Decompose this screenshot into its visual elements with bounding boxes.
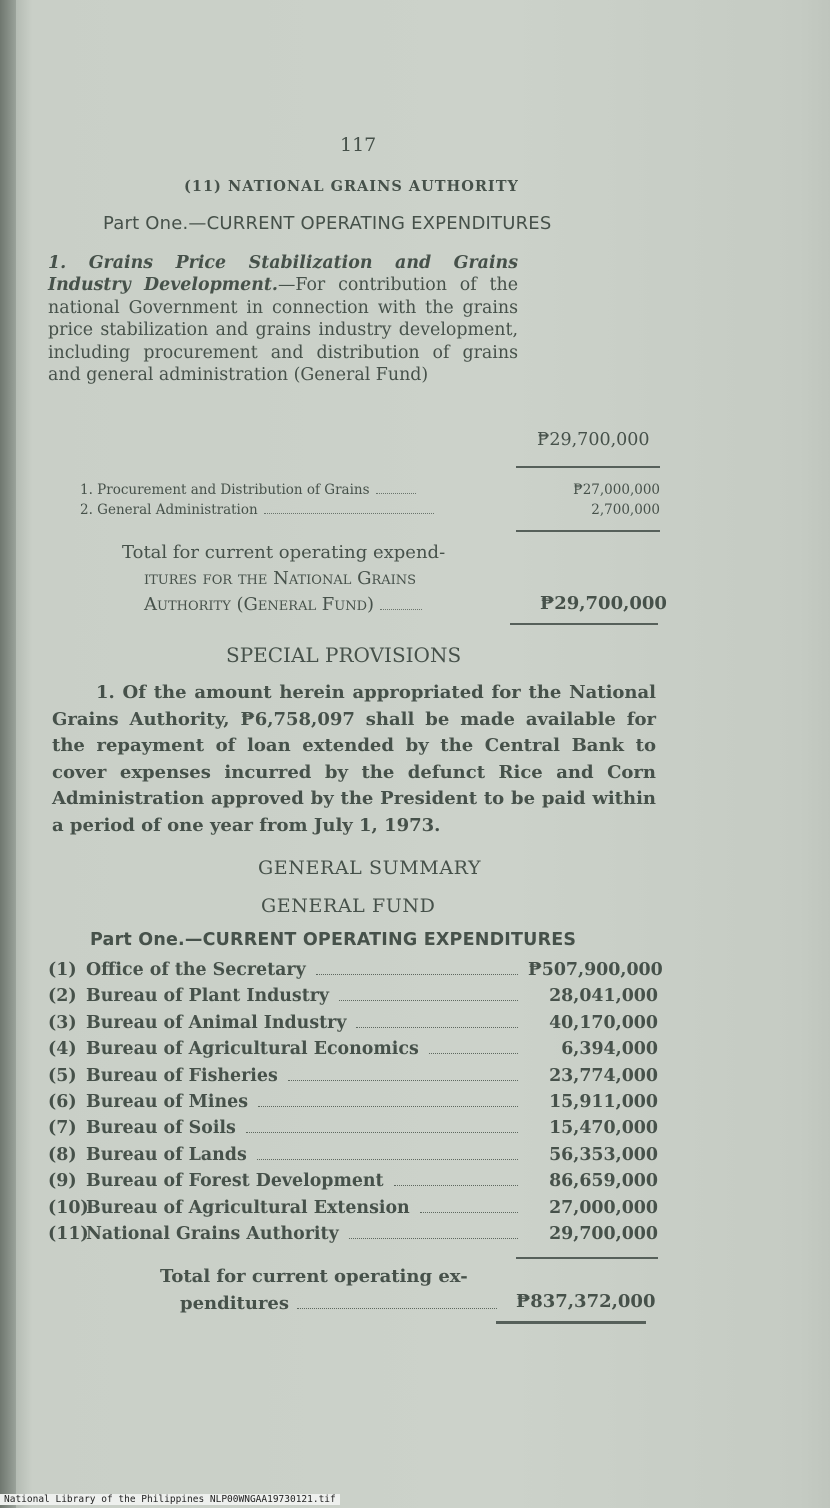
summary-row: (5) Bureau of Fisheries 23,774,000 [48, 1065, 658, 1086]
summary-row: (11) National Grains Authority 29,700,000 [48, 1223, 658, 1244]
summary-row: (8) Bureau of Lands 56,353,000 [48, 1144, 658, 1165]
book-spine-shadow [0, 0, 16, 1508]
rule [516, 1257, 658, 1259]
summary-row: (6) Bureau of Mines 15,911,000 [48, 1091, 658, 1112]
total-summary-amount: ₱837,372,000 [516, 1291, 656, 1312]
double-rule [510, 623, 658, 625]
summary-row: (7) Bureau of Soils 15,470,000 [48, 1118, 658, 1139]
summary-row: (2) Bureau of Plant Industry 28,041,000 [48, 986, 658, 1007]
item1-body: —For contribution of the national Government in connection with the grains price stabilization and grains industry development, including procurement and distribution of grains and general administration (General Fund) [48, 275, 518, 386]
subitem-amount: ₱27,000,000 [573, 482, 660, 498]
item1-title: 1. Grains Price Stabilization and Grains Industry Development. [48, 253, 518, 296]
subitem-row [80, 502, 434, 518]
general-fund-heading: GENERAL FUND [261, 895, 436, 917]
part-one-heading: Part One.—CURRENT OPERATING EXPENDITURES [103, 213, 552, 234]
special-provisions-text: 1. Of the amount herein appropriated for the National Grains Authority, ₱6,758,097 shall be made available for the repayment of loan extended by the Central Bank to cover expenses incurred by the defunct Rice and Corn Administration approved by the President to be paid within a period of one year from July 1, 1973. [52, 682, 656, 836]
subitem-amount: 2,700,000 [591, 502, 660, 518]
summary-row: (3) Bureau of Animal Industry 40,170,000 [48, 1012, 658, 1033]
footer-caption: National Library of the Philippines NLP00WNGAA19730121.tif [0, 1494, 340, 1505]
summary-list [48, 960, 663, 1250]
subitem-label: 1. Procurement and Distribution of Grains [80, 482, 370, 498]
summary-row: (9) Bureau of Forest Development 86,659,000 [48, 1171, 658, 1192]
page-number: 117 [340, 134, 377, 156]
total-nga-amount: ₱29,700,000 [540, 593, 667, 614]
general-summary-heading: GENERAL SUMMARY [258, 857, 482, 879]
section-heading: (11) NATIONAL GRAINS AUTHORITY [184, 178, 519, 195]
item1-paragraph [48, 252, 518, 386]
rule [516, 530, 660, 532]
total-summary-label: Total for current operating ex- penditures [160, 1263, 497, 1317]
special-provisions-heading: SPECIAL PROVISIONS [226, 643, 462, 667]
subitem-label: 2. General Administration [80, 502, 258, 518]
double-rule [496, 1321, 646, 1324]
summary-part-heading: Part One.—CURRENT OPERATING EXPENDITURES [90, 930, 577, 950]
rule [516, 466, 660, 468]
item1-amount: ₱29,700,000 [537, 430, 650, 450]
subitem-row [80, 482, 416, 498]
total-nga-label: Total for current operating expend- itures for the National Grains Authority (General Fund) [122, 542, 446, 615]
summary-row: (4) Bureau of Agricultural Economics 6,394,000 [48, 1039, 658, 1060]
summary-row: (1) Office of the Secretary ₱507,900,000 [48, 960, 663, 980]
summary-row: (10) Bureau of Agricultural Extension 27,000,000 [48, 1197, 658, 1218]
